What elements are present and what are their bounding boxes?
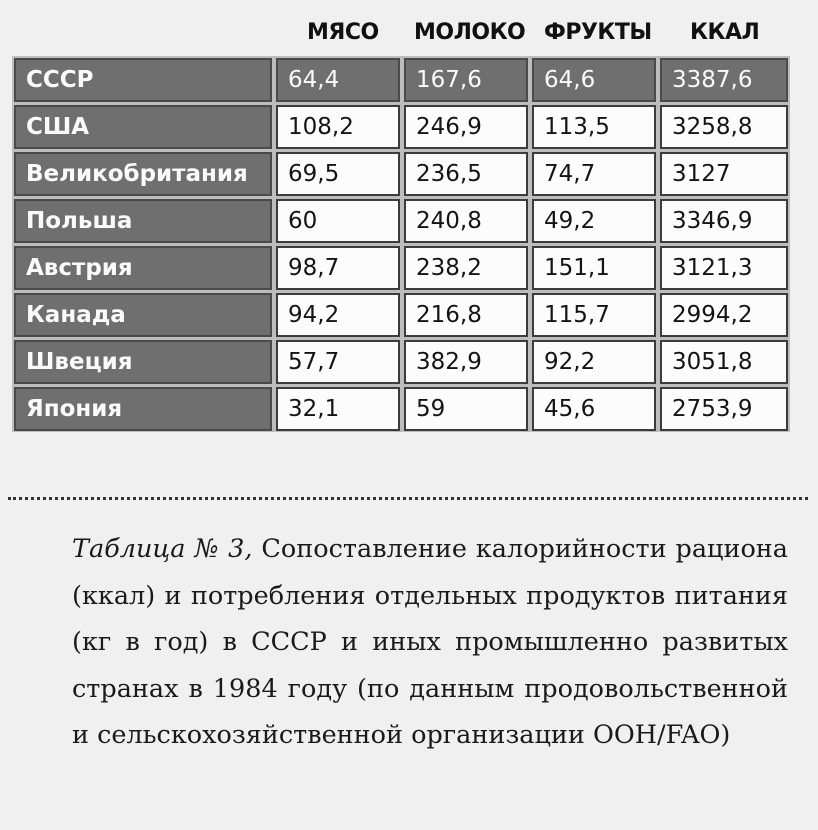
country-cell: Канада [14, 293, 272, 337]
milk-cell: 382,9 [404, 340, 528, 384]
table-row [12, 293, 790, 337]
fruit-cell: 151,1 [532, 246, 656, 290]
caption-lead: Таблица № 3, [72, 534, 253, 564]
table-caption [72, 526, 788, 759]
milk-cell: 167,6 [404, 58, 528, 102]
table-row [12, 387, 790, 431]
meat-cell: 94,2 [276, 293, 400, 337]
country-cell: Швеция [14, 340, 272, 384]
milk-cell: 246,9 [404, 105, 528, 149]
table-row [12, 105, 790, 149]
column-headers [0, 14, 818, 54]
country-cell: США [14, 105, 272, 149]
meat-cell: 57,7 [276, 340, 400, 384]
meat-cell: 108,2 [276, 105, 400, 149]
header-fruit: ФРУКТЫ [544, 20, 652, 45]
country-cell: Великобритания [14, 152, 272, 196]
meat-cell: 69,5 [276, 152, 400, 196]
fruit-cell: 74,7 [532, 152, 656, 196]
kcal-cell: 2753,9 [660, 387, 788, 431]
kcal-cell: 3387,6 [660, 58, 788, 102]
milk-cell: 238,2 [404, 246, 528, 290]
table-row [12, 340, 790, 384]
table-row [12, 58, 790, 102]
header-kcal: ККАЛ [690, 20, 760, 45]
kcal-cell: 3346,9 [660, 199, 788, 243]
country-cell: Польша [14, 199, 272, 243]
caption-text: Сопоставление калорийности рациона (ккал) и потребления отдельных продуктов питания (кг в год) в СССР и иных промышленно развитых странах в 1984 году (по данным продовольственной и сельскохозяйственной организации ООН/FAO) [72, 534, 788, 750]
fruit-cell: 45,6 [532, 387, 656, 431]
milk-cell: 216,8 [404, 293, 528, 337]
meat-cell: 98,7 [276, 246, 400, 290]
milk-cell: 236,5 [404, 152, 528, 196]
kcal-cell: 2994,2 [660, 293, 788, 337]
kcal-cell: 3121,3 [660, 246, 788, 290]
meat-cell: 64,4 [276, 58, 400, 102]
table-row [12, 246, 790, 290]
data-table [12, 56, 790, 432]
table-row [12, 152, 790, 196]
fruit-cell: 92,2 [532, 340, 656, 384]
country-cell: Австрия [14, 246, 272, 290]
header-meat: МЯСО [307, 20, 379, 45]
fruit-cell: 113,5 [532, 105, 656, 149]
dotted-divider [8, 497, 808, 500]
country-cell: СССР [14, 58, 272, 102]
header-milk: МОЛОКО [414, 20, 526, 45]
fruit-cell: 64,6 [532, 58, 656, 102]
fruit-cell: 49,2 [532, 199, 656, 243]
kcal-cell: 3258,8 [660, 105, 788, 149]
milk-cell: 59 [404, 387, 528, 431]
kcal-cell: 3051,8 [660, 340, 788, 384]
meat-cell: 60 [276, 199, 400, 243]
kcal-cell: 3127 [660, 152, 788, 196]
country-cell: Япония [14, 387, 272, 431]
meat-cell: 32,1 [276, 387, 400, 431]
fruit-cell: 115,7 [532, 293, 656, 337]
milk-cell: 240,8 [404, 199, 528, 243]
table-row [12, 199, 790, 243]
